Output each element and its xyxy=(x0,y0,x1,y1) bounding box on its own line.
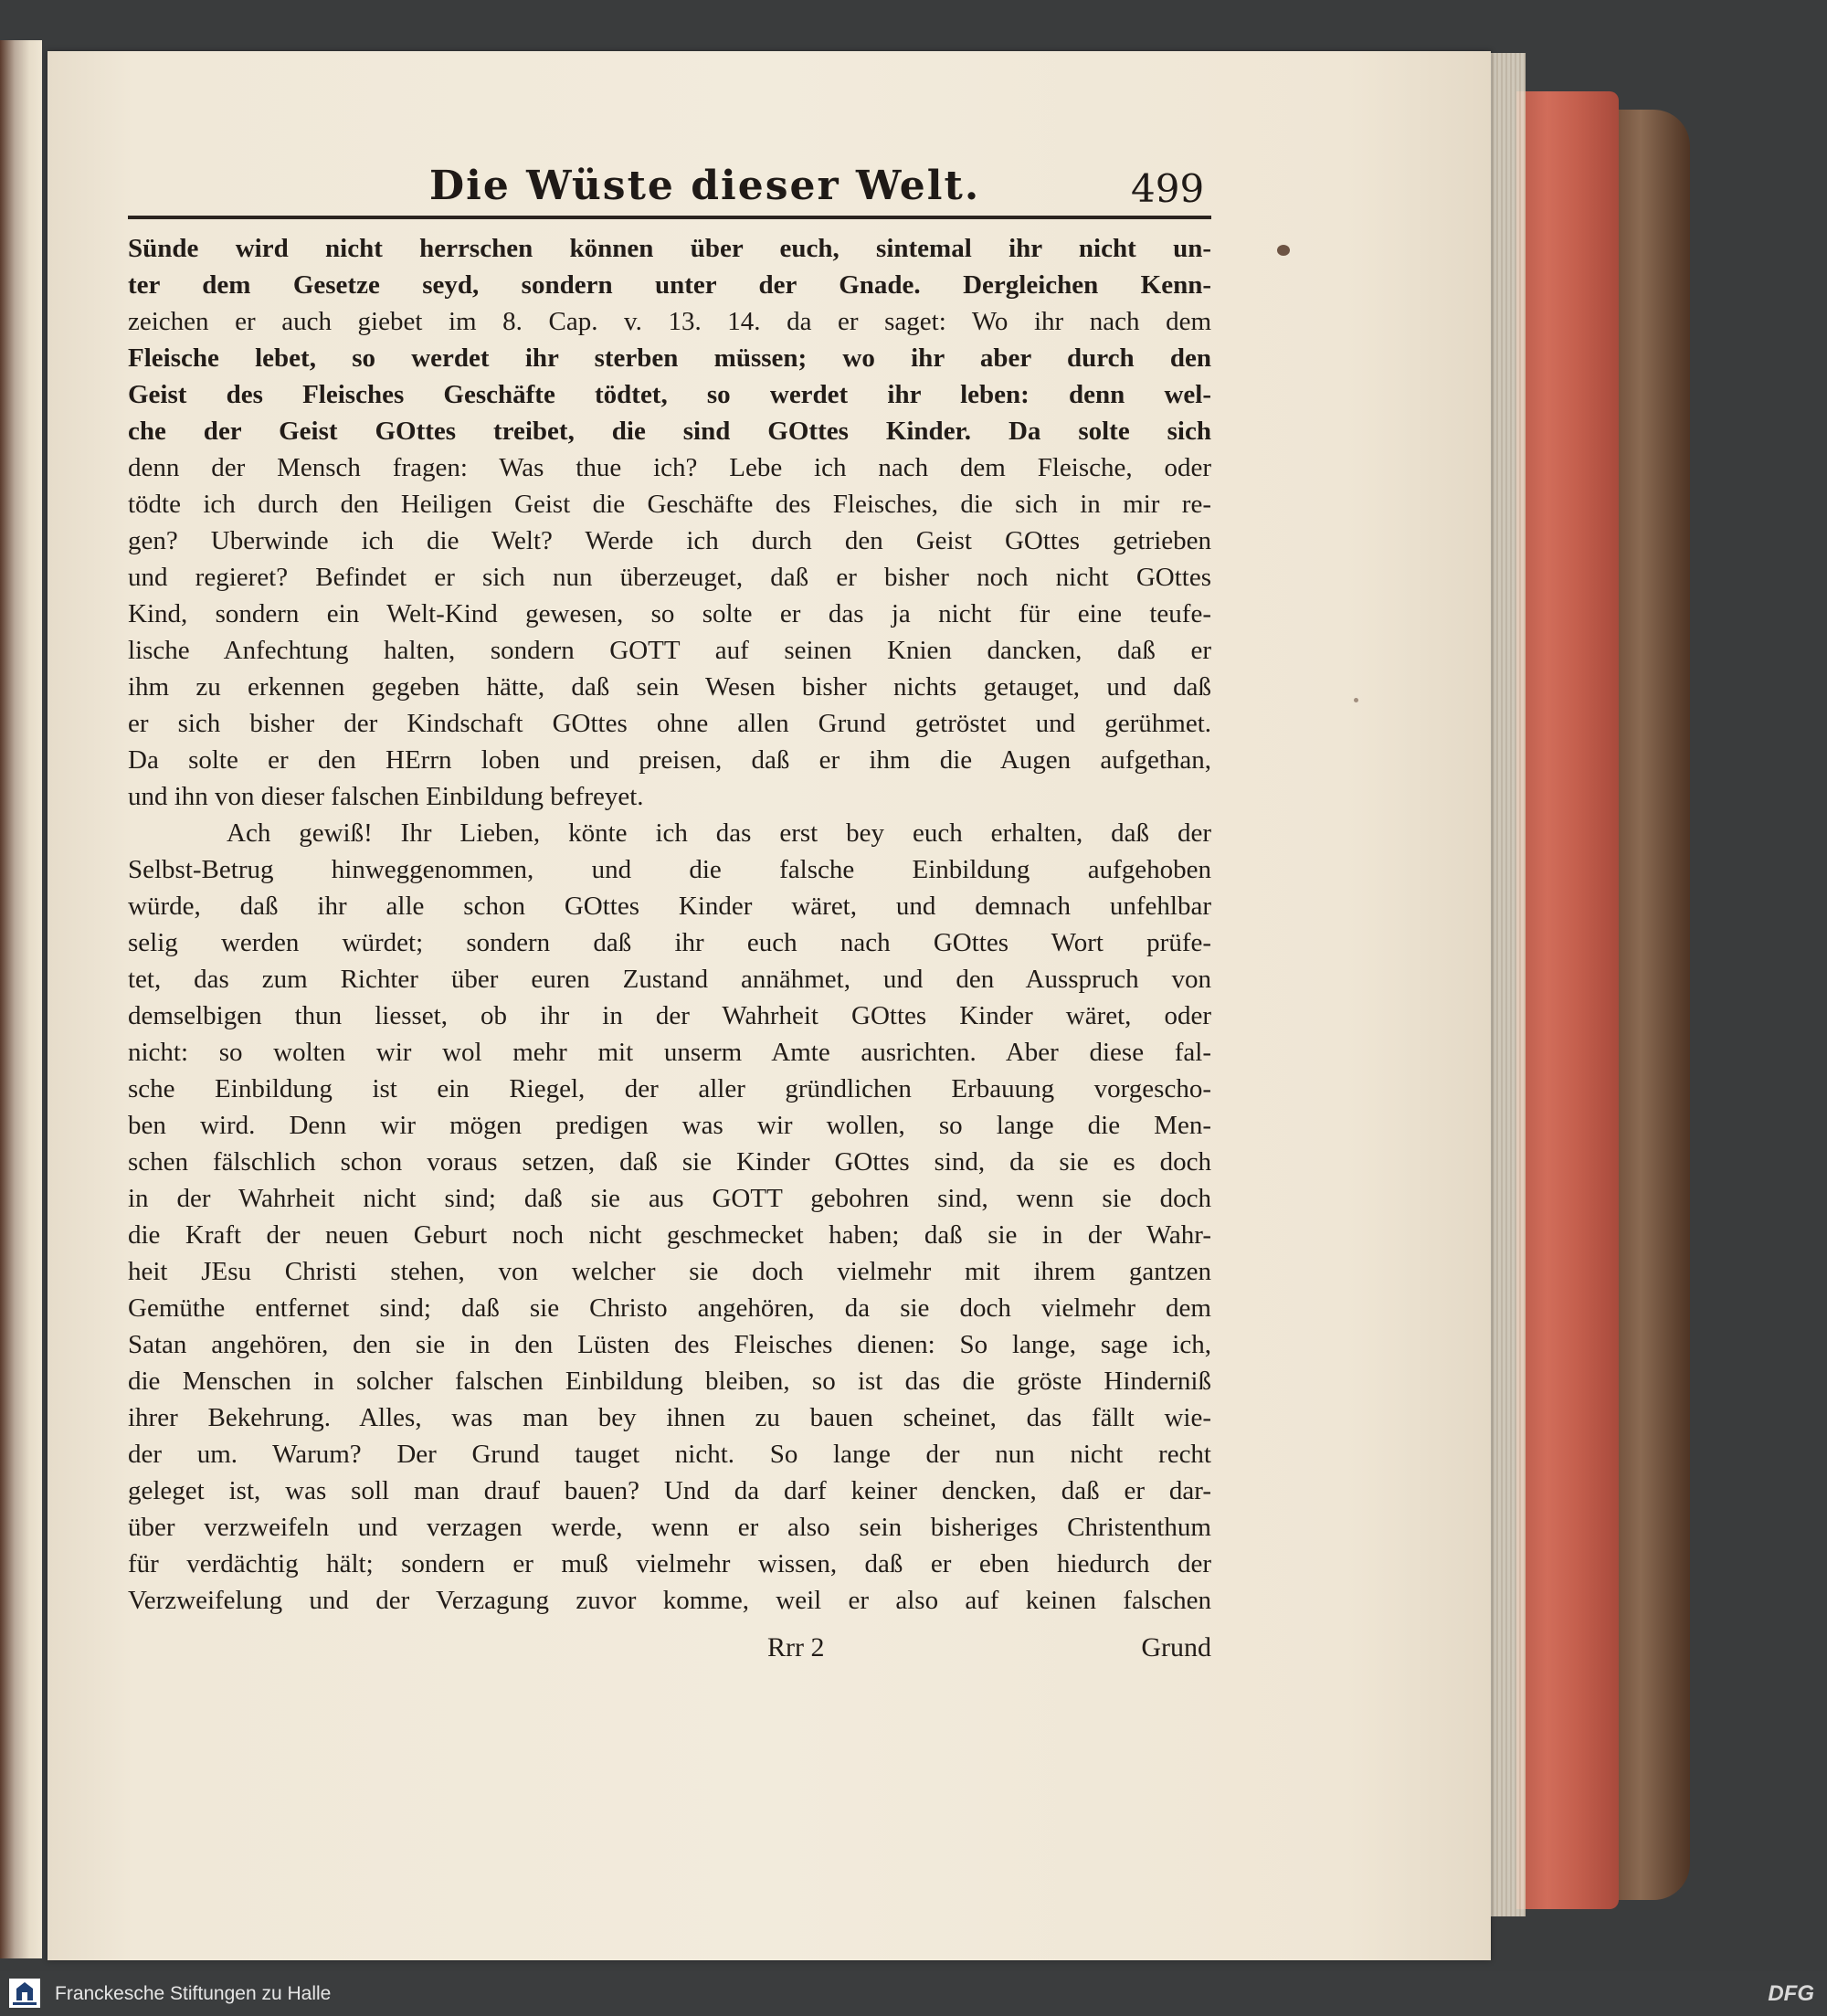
text-line: Selbst-Betrug hinweggenommen, und die falsche Einbildung aufgehoben xyxy=(128,855,1211,884)
text-line: ter dem Gesetze seyd, sondern unter der Gnade. Dergleichen Kenn- xyxy=(128,270,1211,300)
running-head: Die Wüste dieser Welt. xyxy=(429,163,981,209)
text-line: Fleische lebet, so werdet ihr sterben müssen; wo ihr aber durch den xyxy=(128,343,1211,373)
text-line: Geist des Fleisches Geschäfte tödtet, so werdet ihr leben: denn wel- xyxy=(128,380,1211,409)
ink-spot xyxy=(1354,698,1358,702)
text-line: tet, das zum Richter über euren Zustand annähmet, und den Ausspruch von xyxy=(128,965,1211,994)
text-line: für verdächtig hält; sondern er muß vielmehr wissen, daß er eben hiedurch der xyxy=(128,1549,1211,1578)
text-line: würde, daß ihr alle schon GOttes Kinder wäret, und demnach unfehlbar xyxy=(128,892,1211,921)
viewer-footer xyxy=(0,1971,1827,2016)
text-line: ihm zu erkennen gegeben hätte, daß sein Wesen bisher nichts getauget, und daß xyxy=(128,672,1211,702)
text-line: er sich bisher der Kindschaft GOttes ohne allen Grund getröstet und gerühmet. xyxy=(128,709,1211,738)
text-line: che der Geist GOttes treibet, die sind GOttes Kinder. Da solte sich xyxy=(128,417,1211,446)
book-spine xyxy=(1608,110,1690,1900)
text-line: und ihn von dieser falschen Einbildung befreyet. xyxy=(128,782,644,811)
dfg-logo: DFG xyxy=(1768,1981,1814,2006)
text-line: ben wird. Denn wir mögen predigen was wir wollen, so lange die Men- xyxy=(128,1111,1211,1140)
text-line: lische Anfechtung halten, sondern GOTT auf seinen Knien dancken, daß er xyxy=(128,636,1211,665)
text-line: Verzweifelung und der Verzagung zuvor komme, weil er also auf keinen falschen xyxy=(128,1586,1211,1615)
institution-logo-icon xyxy=(9,1979,40,2008)
ink-spot xyxy=(1277,245,1290,256)
text-line: geleget ist, was soll man drauf bauen? Und da darf keiner dencken, daß er dar- xyxy=(128,1476,1211,1505)
facing-page-edge xyxy=(0,40,42,1958)
text-line: denn der Mensch fragen: Was thue ich? Lebe ich nach dem Fleische, oder xyxy=(128,453,1211,482)
text-line: Ach gewiß! Ihr Lieben, könte ich das erst bey euch erhalten, daß der xyxy=(227,818,1211,848)
text-line: die Menschen in solcher falschen Einbildung bleiben, so ist das die gröste Hinderniß xyxy=(128,1367,1211,1396)
institution-name: Franckesche Stiftungen zu Halle xyxy=(55,1983,332,2004)
text-line: der um. Warum? Der Grund tauget nicht. So lange der nun nicht recht xyxy=(128,1440,1211,1469)
text-line: heit JEsu Christi stehen, von welcher sie doch vielmehr mit ihrem gantzen xyxy=(128,1257,1211,1286)
text-line: selig werden würdet; sondern daß ihr euch nach GOttes Wort prüfe- xyxy=(128,928,1211,957)
text-line: schen fälschlich schon voraus setzen, daß sie Kinder GOttes sind, da sie es doch xyxy=(128,1147,1211,1177)
text-line: nicht: so wolten wir wol mehr mit unserm Amte ausrichten. Aber diese fal- xyxy=(128,1038,1211,1067)
text-line: sche Einbildung ist ein Riegel, der aller gründlichen Erbauung vorgescho- xyxy=(128,1074,1211,1103)
page-number: 499 xyxy=(1131,166,1205,211)
text-line: die Kraft der neuen Geburt noch nicht geschmecket haben; daß sie in der Wahr- xyxy=(128,1220,1211,1250)
signature-mark: Rrr 2 xyxy=(767,1632,825,1662)
text-line: und regieret? Befindet er sich nun überzeuget, daß er bisher noch nicht GOttes xyxy=(128,563,1211,592)
text-line: gen? Uberwinde ich die Welt? Werde ich durch den Geist GOttes getrieben xyxy=(128,526,1211,555)
text-line: Kind, sondern ein Welt-Kind gewesen, so solte er das ja nicht für eine teufe- xyxy=(128,599,1211,628)
red-page-edge xyxy=(1516,91,1619,1909)
text-line: zeichen er auch giebet im 8. Cap. v. 13. 14. da er saget: Wo ihr nach dem xyxy=(128,307,1211,336)
text-line: Satan angehören, den sie in den Lüsten des Fleisches dienen: So lange, sage ich, xyxy=(128,1330,1211,1359)
text-line: tödte ich durch den Heiligen Geist die Geschäfte des Fleisches, die sich in mir re- xyxy=(128,490,1211,519)
text-line: Gemüthe entfernet sind; daß sie Christo angehören, da sie doch vielmehr dem xyxy=(128,1293,1211,1323)
text-line: über verzweifeln und verzagen werde, wenn er also sein bisheriges Christenthum xyxy=(128,1513,1211,1542)
text-line: in der Wahrheit nicht sind; daß sie aus GOTT gebohren sind, wenn sie doch xyxy=(128,1184,1211,1213)
text-line: demselbigen thun liesset, ob ihr in der Wahrheit GOttes Kinder wäret, oder xyxy=(128,1001,1211,1030)
text-line: Da solte er den HErrn loben und preisen, daß er ihm die Augen aufgethan, xyxy=(128,745,1211,775)
catchword: Grund xyxy=(1141,1632,1211,1662)
body-text xyxy=(128,230,1211,1619)
header-rule xyxy=(128,216,1211,219)
text-line: ihrer Bekehrung. Alles, was man bey ihnen zu bauen scheinet, das fällt wie- xyxy=(128,1403,1211,1432)
text-line: Sünde wird nicht herrschen können über euch, sintemal ihr nicht un- xyxy=(128,234,1211,263)
